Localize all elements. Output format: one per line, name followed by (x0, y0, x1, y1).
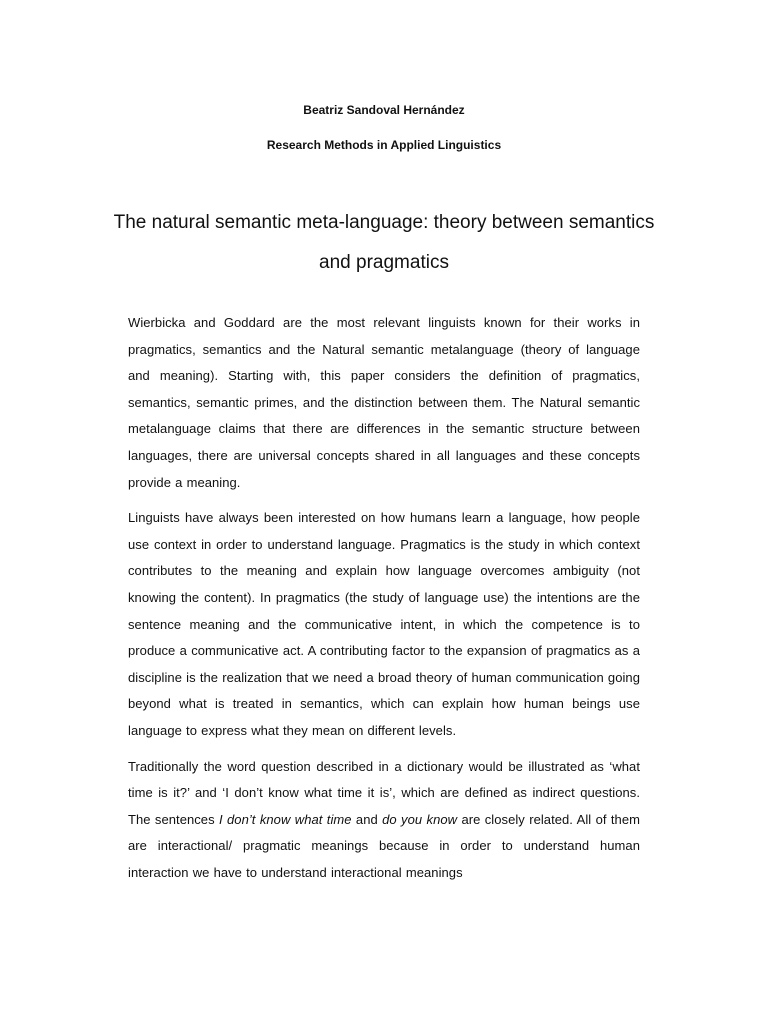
paragraph-3-italic-2: do you know (382, 811, 458, 827)
paragraph-3 (128, 754, 640, 887)
paragraph-1: Wierbicka and Goddard are the most relevant linguists known for their works in pragmatics, semantics and the Natural semantic metalanguage (theory of language and meaning). Starting with, this paper considers the definition of pragmatics, semantics, semantic primes, and the distinction between them. The Natural semantic metalanguage claims that there are differences in the semantic structure between languages, there are universal concepts shared in all languages and these concepts provide a meaning. (128, 315, 640, 490)
course-name: Research Methods in Applied Linguistics (266, 138, 502, 152)
document-title: The natural semantic meta-language: theory between semantics and pragmatics (113, 212, 655, 273)
paragraph-3-text-1: Traditionally the word question described in a dictionary would be illustrated as ‘what time is it?’ and ‘I don’t know what time it is’, which are defined as indirect questions. The sentences (128, 758, 640, 827)
paragraph-3-text-3: are closely related. All of them are interactional/ pragmatic meanings because in order to understand human interaction we have to understand interactional meanings (128, 811, 640, 880)
document-body (128, 310, 640, 895)
author-name: Beatriz Sandoval Hernández (303, 103, 465, 117)
paragraph-2: Linguists have always been interested on how humans learn a language, how people use context in order to understand language. Pragmatics is the study in which context contributes to the meaning and explain how language overcomes ambiguity (not knowing the content). In pragmatics (the study of language use) the intentions are the sentence meaning and the communicative intent, in which the competence is to produce a communicative act. A contributing factor to the expansion of pragmatics as a discipline is the realization that we need a broad theory of human communication going beyond what is treated in semantics, which can explain how human beings use language to express what they mean on different levels. (128, 510, 640, 738)
paragraph-3-text-2: and (351, 811, 383, 827)
paragraph-3-italic-1: I don’t know what time (219, 811, 352, 827)
